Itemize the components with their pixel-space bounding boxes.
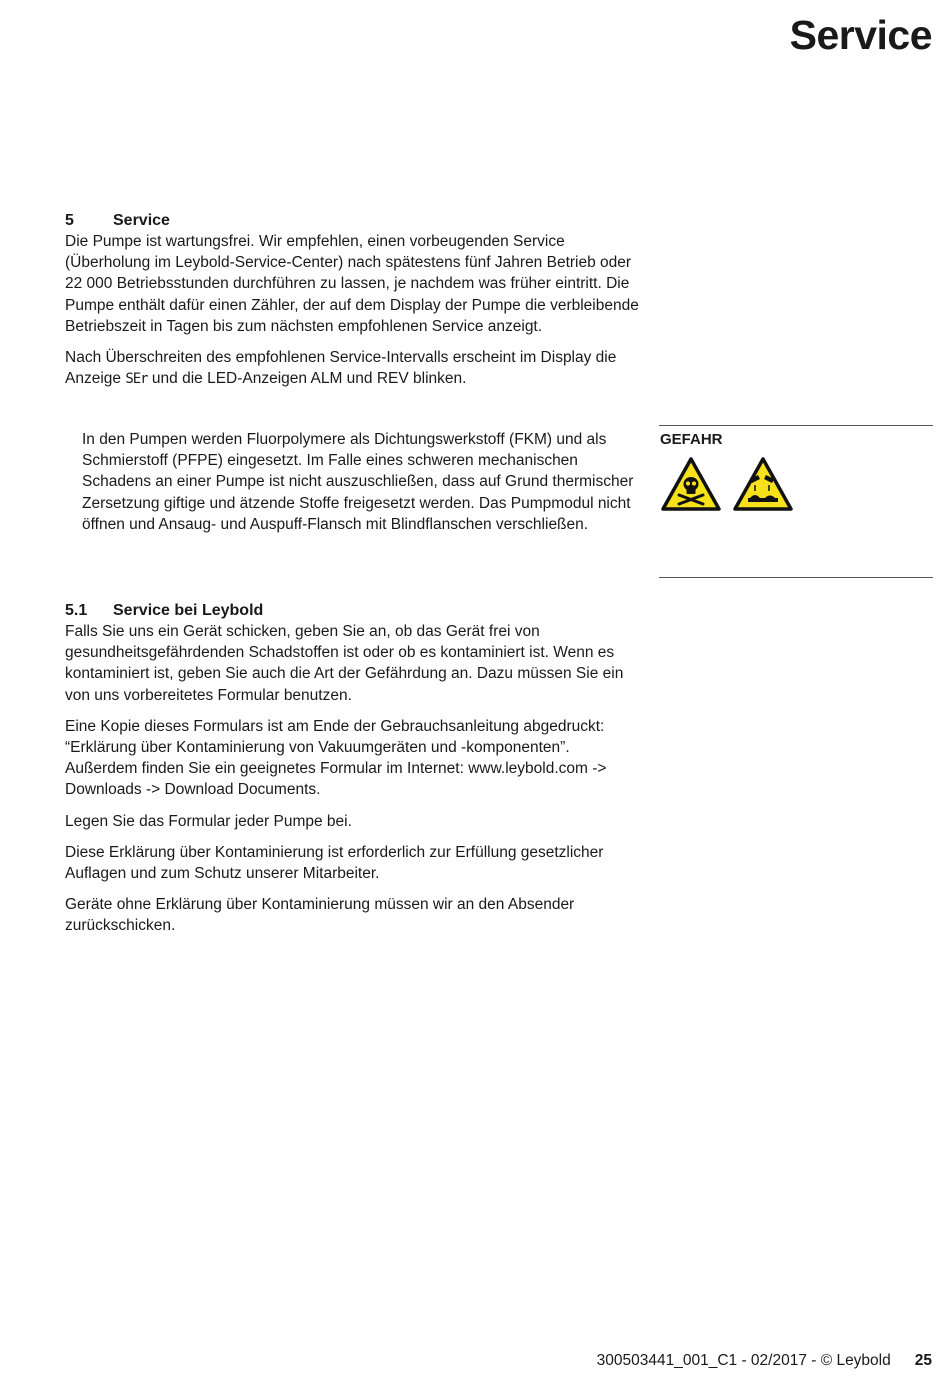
section-5-heading (65, 210, 640, 231)
danger-label: GEFAHR (660, 431, 723, 448)
warning-top-rule (659, 425, 933, 426)
section-5-1-paragraph-1: Falls Sie uns ein Gerät schicken, geben Sie an, ob das Gerät frei von gesundheitsgefährdenden Schadstoffen ist oder ob es kontaminiert ist. Wenn es kontaminiert ist, geben Sie auch die Art der Gefährdung an. Dazu müssen Sie ein von uns vorbereitetes Formular benutzen. (65, 623, 624, 704)
section-5-1-paragraph-4: Diese Erklärung über Kontaminierung ist erforderlich zur Erfüllung gesetzlicher Auflagen und zum Schutz unserer Mitarbeiter. (65, 843, 604, 883)
section-5-paragraph-2 (65, 347, 640, 390)
page-title: Service (789, 12, 932, 58)
section-title: Service (113, 212, 170, 229)
section-5 (65, 210, 640, 400)
display-code: SEr (125, 371, 148, 388)
section-5-1-heading (65, 600, 640, 621)
document-reference: 300503441_001_C1 - 02/2017 - © Leybold (596, 1352, 891, 1369)
section-5-1-paragraph-3: Legen Sie das Formular jeder Pumpe bei. (65, 812, 352, 830)
text-run: Nach Überschreiten des empfohlenen Service-Intervalls erscheint im Display die Anzeige (65, 349, 617, 388)
section-5-1-paragraph-2: Eine Kopie dieses Formulars ist am Ende der Gebrauchsanleitung abgedruckt: “Erklärung über Kontaminierung von Vakuumgeräten und -komponenten”. Außerdem finden Sie ein geeignetes Formular im Internet: www.leybold.com -> Downloads -> Download Documents. (65, 717, 607, 799)
page-number: 25 (914, 1352, 932, 1369)
section-number: 5.1 (65, 602, 88, 619)
page-footer (597, 1352, 932, 1370)
section-number: 5 (65, 212, 74, 229)
corrosive-hazard-icon (733, 457, 793, 511)
section-5-paragraph-1: Die Pumpe ist wartungsfrei. Wir empfehlen, einen vorbeugenden Service (Überholung im Leybold-Service-Center) nach spätestens fünf Jahren Betrieb oder 22 000 Betriebsstunden durchführen zu lassen, je nachdem was früher eintritt. Die Pumpe enthält dafür einen Zähler, der auf dem Display der Pumpe die verbleibende Betriebszeit in Tagen bis zum nächsten empfohlenen Service anzeigt. (65, 233, 639, 335)
text-run: und die LED-Anzeigen ALM und REV blinken. (147, 370, 467, 388)
section-5-1 (65, 600, 640, 947)
section-5-1-paragraph-5: Geräte ohne Erklärung über Kontaminierung müssen wir an den Absender zurückschicken. (65, 896, 575, 935)
warning-bottom-rule (659, 577, 933, 578)
section-title: Service bei Leybold (113, 602, 264, 619)
warning-text: In den Pumpen werden Fluorpolymere als Dichtungswerkstoff (FKM) und als Schmierstoff (PFPE) eingesetzt. Im Falle eines schweren mechanischen Schadens an einer Pumpe ist nicht auszuschließen, dass auf Grund thermischer Zersetzung giftige und ätzende Stoffe freigesetzt werden. Das Pumpmodul nicht öffnen und Ansaug- und Auspuff-Flansch mit Blindflanschen verschließen. (82, 431, 634, 533)
toxic-hazard-icon (661, 457, 721, 511)
